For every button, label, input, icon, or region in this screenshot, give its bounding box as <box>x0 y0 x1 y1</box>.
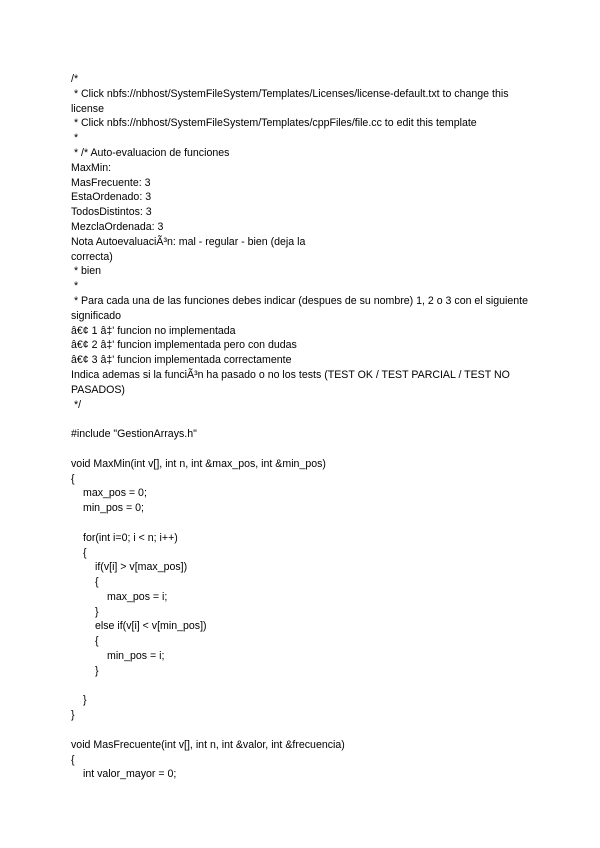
legend-item-2: â€¢ 2 â‡' funcion implementada pero con dudas <box>71 339 297 352</box>
code-line: { <box>71 472 75 485</box>
grade-note-line: Nota AutoevaluaciÃ³n: mal - regular - bien (deja la <box>71 235 306 248</box>
comment-open: /* <box>71 73 79 85</box>
code-line: min_pos = 0; <box>83 502 144 515</box>
blank-line <box>71 412 541 427</box>
function-signature-maxmin: void MaxMin(int v[], int n, int &max_pos, int &min_pos) <box>71 457 326 470</box>
code-line: { <box>71 753 75 766</box>
code-line: max_pos = i; <box>107 590 168 603</box>
code-line: int valor_mayor = 0; <box>83 768 177 781</box>
grade-note-line-cont: correcta) <box>71 250 113 263</box>
tests-instruction-line: Indica ademas si la funciÃ³n ha pasado o no los tests (TEST OK / TEST PARCIAL / TEST NO PASADOS) <box>71 368 513 396</box>
instructions-line: * Para cada una de las funciones debes indicar (despues de su nombre) 1, 2 o 3 con el siguiente significado <box>71 294 531 322</box>
comment-autoevaluation-title: * /* Auto-evaluacion de funciones <box>71 146 230 159</box>
score-todosdistintos: TodosDistintos: 3 <box>71 206 152 219</box>
code-line: else if(v[i] < v[min_pos]) <box>95 620 207 633</box>
comment-template-line: * Click nbfs://nbhost/SystemFileSystem/Templates/cppFiles/file.cc to edit this template <box>71 117 477 130</box>
code-line: for(int i=0; i < n; i++) <box>83 531 178 544</box>
code-line: min_pos = i; <box>107 650 165 663</box>
score-estaordenado: EstaOrdenado: 3 <box>71 191 152 204</box>
include-directive: #include "GestionArrays.h" <box>71 428 197 441</box>
code-line: max_pos = 0; <box>83 487 147 500</box>
code-line: } <box>95 605 99 618</box>
score-maxmin: MaxMin: <box>71 161 112 174</box>
blank-line <box>71 679 541 694</box>
code-document <box>71 72 541 782</box>
code-line: if(v[i] > v[max_pos]) <box>95 561 188 574</box>
blank-line <box>71 723 541 738</box>
code-line: } <box>83 694 87 707</box>
comment-line: * <box>71 132 79 145</box>
comment-license-line: * Click nbfs://nbhost/SystemFileSystem/Templates/Licenses/license-default.txt to change this license <box>71 87 512 115</box>
code-line: { <box>95 576 99 589</box>
grade-selected: * bien <box>71 265 102 278</box>
score-mezclaordenada: MezclaOrdenada: 3 <box>71 220 164 233</box>
code-line: } <box>95 664 99 677</box>
code-line: { <box>83 546 87 559</box>
blank-line <box>71 516 541 531</box>
legend-item-3: â€¢ 3 â‡' funcion implementada correctamente <box>71 354 292 367</box>
comment-close: */ <box>71 398 82 411</box>
score-masfrecuente: MasFrecuente: 3 <box>71 176 151 189</box>
blank-line <box>71 442 541 457</box>
legend-item-1: â€¢ 1 â‡' funcion no implementada <box>71 324 236 337</box>
code-line: } <box>71 709 75 722</box>
function-signature-masfrecuente: void MasFrecuente(int v[], int n, int &valor, int &frecuencia) <box>71 738 345 751</box>
code-line: { <box>95 635 99 648</box>
comment-line: * <box>71 280 79 293</box>
